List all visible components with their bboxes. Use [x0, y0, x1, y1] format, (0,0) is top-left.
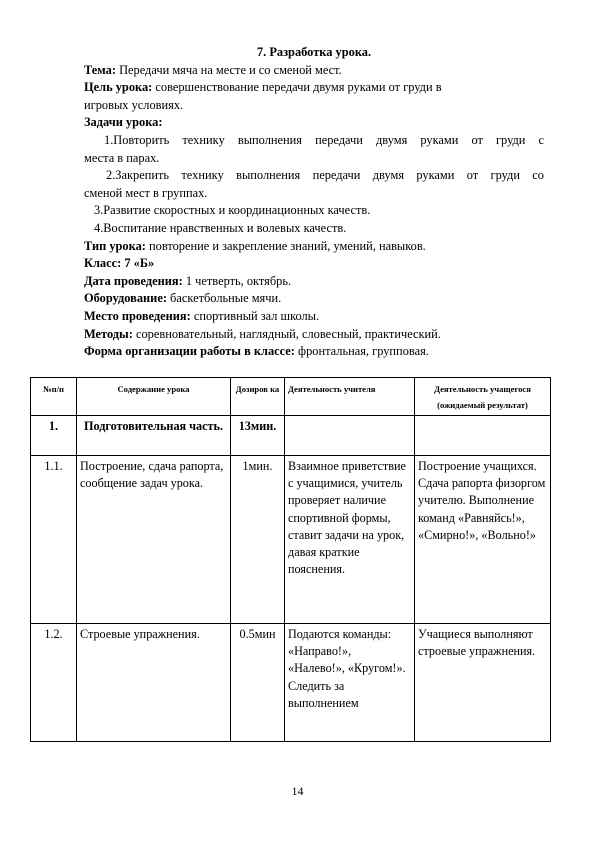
lesson-table — [30, 377, 551, 742]
lesson-plan-text — [84, 44, 544, 361]
header-teacher-activity: Деятельность учителя — [285, 378, 415, 416]
class-line: Класс: 7 «Б» — [84, 256, 155, 271]
lesson-type-value: повторение и закрепление знаний, умений, навыков. — [145, 238, 426, 253]
row-teacher-activity — [285, 416, 415, 456]
topic-value: Передачи мяча на месте и со сменой мест. — [115, 62, 342, 77]
topic-line — [84, 62, 544, 80]
date-line — [84, 273, 544, 291]
table-row — [31, 416, 551, 456]
place-label: Место проведения: — [84, 308, 191, 323]
place-value: спортивный зал школы. — [190, 308, 320, 323]
row-dosage: 0.5мин — [231, 624, 285, 742]
header-num: №п/п — [31, 378, 77, 416]
table-row — [31, 624, 551, 742]
row-num: 1.1. — [31, 456, 77, 624]
task-1-line-1: 1.Повторить техникy выполнения передачи двумя руками от груди с — [104, 132, 544, 147]
row-student-activity: Построение учащихся. Сдача рапорта физоргом учителю. Выполнение команд «Равняйсь!», «Смирно!», «Вольно!» — [415, 456, 551, 624]
lesson-type-label: Тип урока: — [84, 238, 146, 253]
table-row — [31, 456, 551, 624]
header-dosage: Дозиров ка — [231, 378, 285, 416]
row-content: Построение, сдача рапорта, сообщение задач урока. — [77, 456, 231, 624]
row-student-activity — [415, 416, 551, 456]
goal-line — [84, 79, 544, 97]
place-line — [84, 308, 544, 326]
equipment-line — [84, 290, 544, 308]
tasks-label: Задачи урока: — [84, 115, 163, 130]
task-2-line-2: сменой мест в группах. — [84, 185, 208, 200]
date-value: 1 четверть, октябрь. — [182, 273, 292, 288]
goal-label: Цель урока: — [84, 80, 153, 95]
row-teacher-activity: Взаимное приветствие с учащимися, учитель проверяет наличие спортивной формы, ставит задачи на урок, давая краткие пояснения. — [285, 456, 415, 624]
task-4: 4.Воспитание нравственных и волевых качеств. — [94, 220, 347, 235]
row-student-activity: Учащиеся выполняют строевые упражнения. — [415, 624, 551, 742]
row-num: 1.2. — [31, 624, 77, 742]
header-content: Содержание урока — [77, 378, 231, 416]
equipment-label: Оборудование: — [84, 291, 167, 306]
task-3: 3.Развитие скоростных и координационных качеств. — [94, 203, 371, 218]
table-header-row — [31, 378, 551, 416]
task-1-line-2: места в парах. — [84, 150, 160, 165]
row-content: Строевые упражнения. — [77, 624, 231, 742]
organization-form-line — [84, 343, 544, 361]
methods-line — [84, 326, 544, 344]
section-title: 7. Разработка урока. — [256, 45, 372, 59]
organization-form-label: Форма организации работы в классе: — [84, 344, 295, 359]
row-content: Подготовительная часть. — [77, 416, 231, 456]
equipment-value: баскетбольные мячи. — [166, 291, 282, 306]
methods-value: соревновательный, наглядный, словесный, практический. — [132, 326, 441, 341]
row-dosage: 1мин. — [231, 456, 285, 624]
task-2-line-1: 2.Закрепить техникy выполнения передачи двумя руками от груди со — [106, 168, 544, 183]
row-teacher-activity: Подаются команды: «Направо!», «Налево!», «Кругом!». Следить за выполнением — [285, 624, 415, 742]
topic-label: Тема: — [84, 62, 116, 77]
organization-form-value: фронтальная, групповая. — [294, 344, 429, 359]
goal-value: совершенствование передачи двумя руками от груди в — [152, 80, 442, 95]
date-label: Дата проведения: — [84, 273, 183, 288]
header-student-activity: Деятельность учащегося (ожидаемый результат) — [415, 378, 551, 416]
page-number: 14 — [291, 784, 304, 798]
row-dosage: 13мин. — [231, 416, 285, 456]
goal-line-2: игровых условиях. — [84, 97, 184, 112]
row-num: 1. — [31, 416, 77, 456]
methods-label: Методы: — [84, 326, 133, 341]
lesson-type-line — [84, 238, 544, 256]
